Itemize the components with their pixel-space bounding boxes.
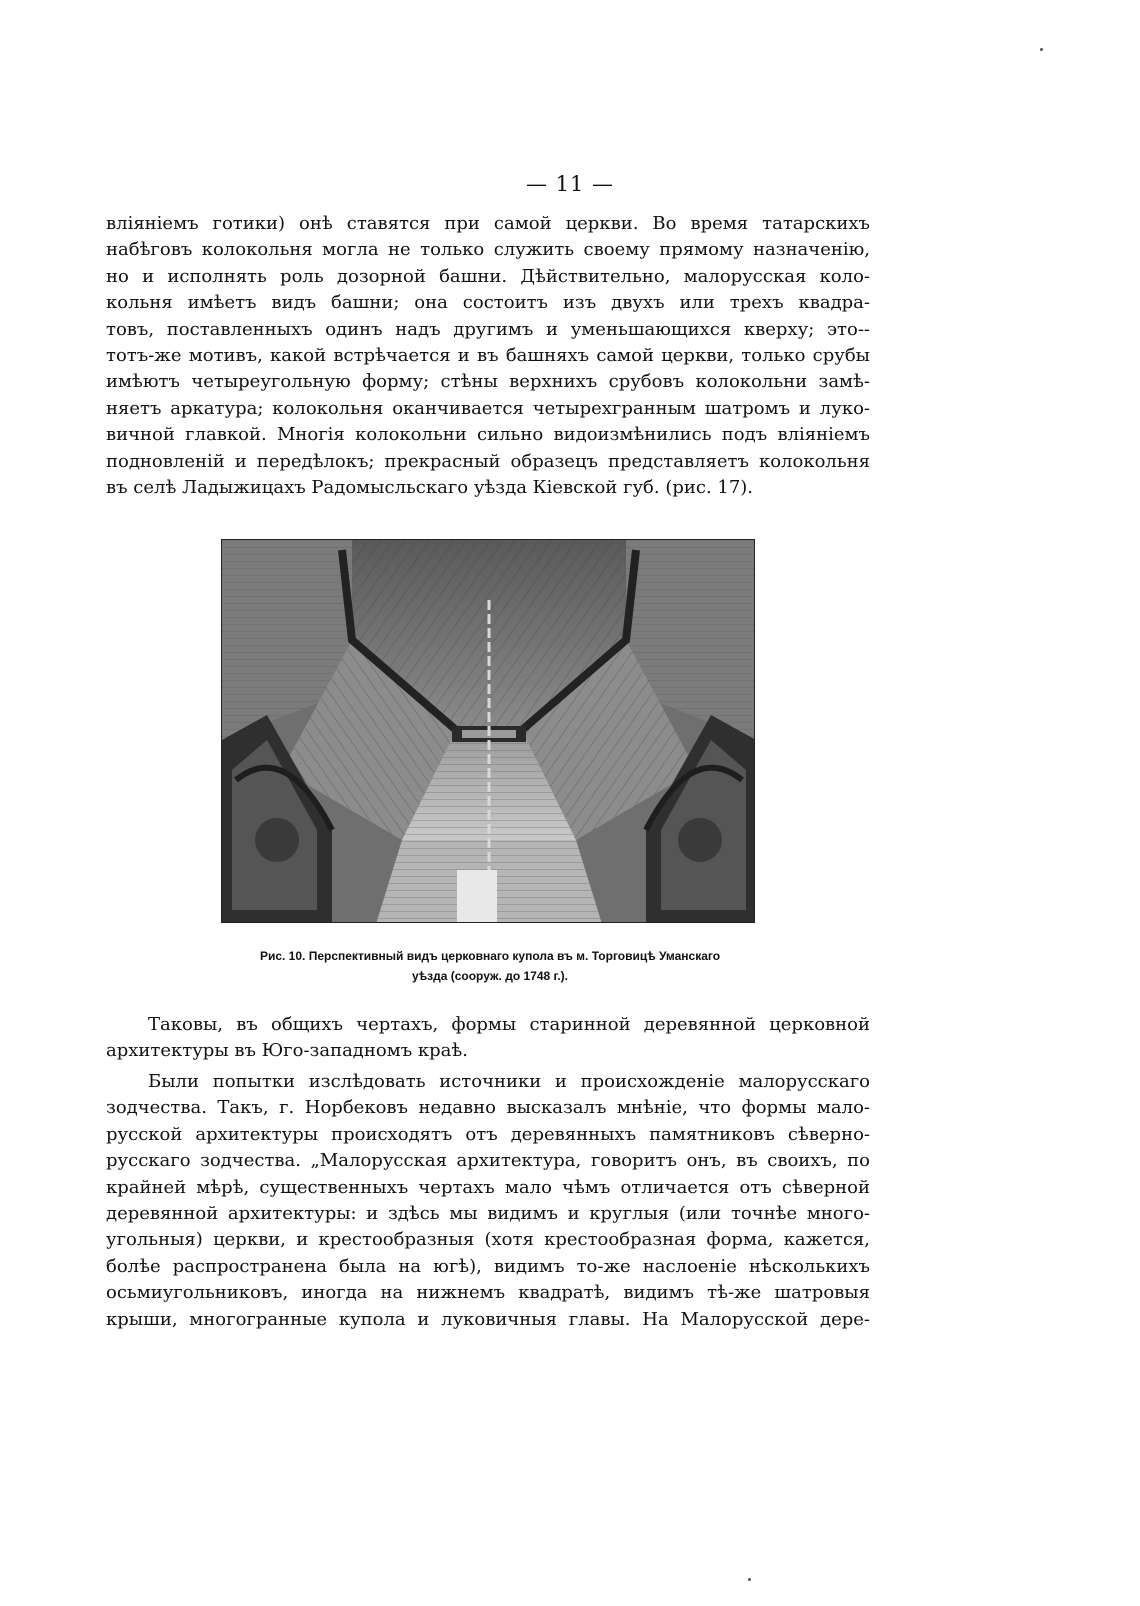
text-line: русской архитектуры происходятъ отъ деревянныхъ памятниковъ сѣверно- <box>106 1123 870 1145</box>
text-line: Были попытки изслѣдовать источники и происхожденіе малорусскаго <box>148 1071 870 1092</box>
text-line: но и исполнять роль дозорной башни. Дѣйствительно, малорусская коло- <box>106 265 870 287</box>
text-line: русскаго зодчества. „Малорусская архитектура, говоритъ онъ, въ своихъ, по <box>106 1150 870 1172</box>
text-line: крыши, многогранные купола и луковичныя главы. На Малорусской дере- <box>106 1308 870 1330</box>
caption-line: Рис. 10. Перспективный видъ церковнаго купола въ м. Торговицѣ Уманскаго <box>259 949 721 963</box>
text-line: имѣютъ четыреугольную форму; стѣны верхнихъ срубовъ колокольни замѣ- <box>106 371 870 393</box>
text-line: архитектуры въ Юго-западномъ краѣ. <box>106 1040 468 1062</box>
paragraph-bell-tower <box>106 211 870 501</box>
caption-line: уѣзда (сооруж. до 1748 г.). <box>412 969 568 983</box>
scan-speck <box>1040 48 1043 51</box>
text-line: кольня имѣетъ видъ башни; она состоитъ изъ двухъ или трехъ квадра- <box>106 292 870 314</box>
text-line: въ селѣ Ладыжицахъ Радомысльскаго уѣзда Кіевской губ. (рис. 17). <box>106 477 754 499</box>
figure-caption <box>180 946 800 986</box>
paragraph-summary <box>106 1012 870 1065</box>
text-line: вичной главкой. Многія колокольни сильно видоизмѣнились подъ вліяніемъ <box>106 424 870 446</box>
text-line: набѣговъ колокольня могла не только служить своему прямому назначенію, <box>106 239 870 261</box>
text-line: товъ, поставленныхъ одинъ надъ другимъ и уменьшающихся кверху; это-- <box>106 318 870 340</box>
text-line: крайней мѣрѣ, существенныхъ чертахъ мало чѣмъ отличается отъ сѣверной <box>106 1176 870 1198</box>
text-line: няетъ аркатура; колокольня оканчивается четырехгранным шатромъ и луко- <box>106 397 870 419</box>
text-line: зодчества. Такъ, г. Норбековъ недавно высказалъ мнѣніе, что формы мало- <box>106 1097 870 1119</box>
paragraph-origins <box>106 1069 870 1333</box>
page-number: — 11 — <box>525 172 615 196</box>
scan-speck <box>748 1578 751 1581</box>
dome-interior-image <box>222 540 755 923</box>
text-line: деревянной архитектуры: и здѣсь мы видимъ и круглыя (или точнѣе много- <box>106 1203 870 1225</box>
text-line: вліяніемъ готики) онѣ ставятся при самой церкви. Во время татарскихъ <box>106 213 870 234</box>
text-line: болѣе распространена была на югѣ), видимъ то-же наслоеніе нѣсколькихъ <box>106 1255 870 1277</box>
text-line: угольныя) церкви, и крестообразныя (хотя крестообразная форма, кажется, <box>106 1229 870 1251</box>
text-line: осьмиугольниковъ, иногда на нижнемъ квадратѣ, видимъ тѣ-же шатровыя <box>106 1282 870 1304</box>
text-line: подновленій и передѣлокъ; прекрасный образецъ представляетъ колокольня <box>106 450 870 472</box>
text-line: тотъ-же мотивъ, какой встрѣчается и въ башняхъ самой церкви, только срубы <box>106 345 870 367</box>
text-line: Таковы, въ общихъ чертахъ, формы старинной деревянной церковной <box>148 1014 870 1035</box>
church-dome-photograph <box>221 539 755 923</box>
